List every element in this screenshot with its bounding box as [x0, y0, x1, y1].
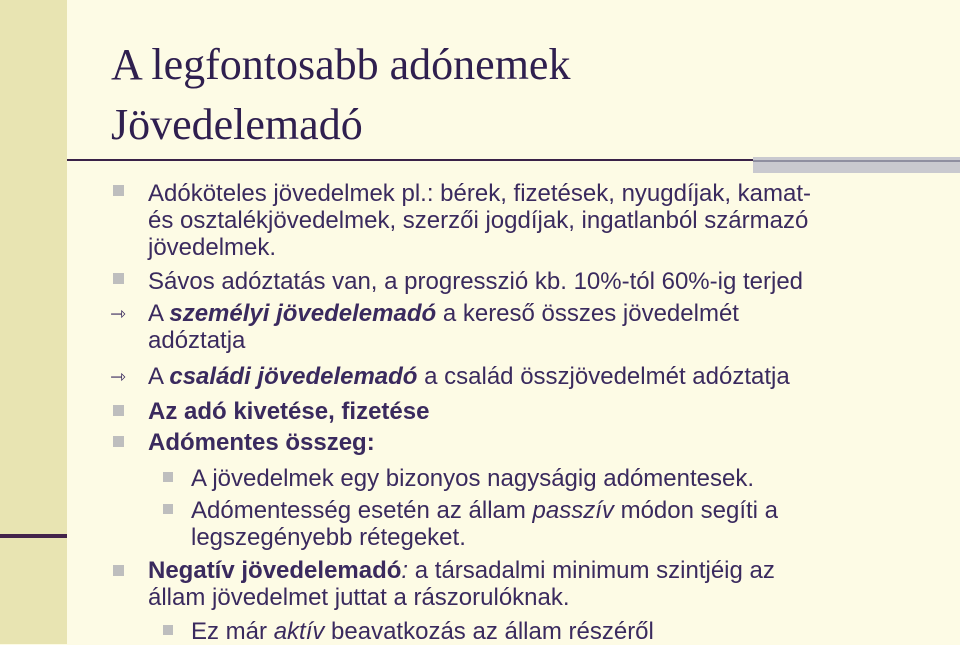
- emphasis-term: személyi jövedelemadó: [169, 300, 437, 327]
- text-line: Adóköteles jövedelmek pl.: bérek, fizetések, nyugdíjak, kamat-: [148, 180, 811, 207]
- slide-title: A legfontosabb adónemek: [111, 40, 571, 89]
- text-span: A: [148, 300, 170, 327]
- square-bullet-icon: [113, 185, 124, 196]
- bold-term: Negatív jövedelemadó: [148, 557, 402, 584]
- emphasis-term: családi jövedelemadó: [169, 363, 418, 390]
- text-line: jövedelmek.: [148, 234, 277, 261]
- square-bullet-icon: [163, 625, 173, 635]
- text-span: beavatkozás az állam részéről: [324, 618, 654, 645]
- text-span: módon segíti a: [613, 497, 779, 524]
- subbullet-tax-free-limit: A jövedelmek egy bizonyos nagyságig adómentesek.: [191, 465, 755, 492]
- square-bullet-icon: [113, 405, 124, 416]
- square-bullet-icon: [163, 504, 173, 514]
- text-line: és osztalékjövedelmek, szerzői jogdíjak, ingatlanból származó: [148, 207, 809, 234]
- text-span: :: [401, 557, 409, 584]
- bullet-personal-income-tax: [148, 300, 739, 354]
- square-bullet-icon: [113, 565, 124, 576]
- subbullet-active: [191, 618, 654, 645]
- side-band: [0, 0, 67, 644]
- subbullet-passive: [191, 497, 778, 551]
- bullet-assessment: Az adó kivetése, fizetése: [148, 398, 430, 425]
- emphasis-term: passzív: [532, 497, 614, 524]
- emphasis-term: aktív: [273, 618, 325, 645]
- slide-subtitle: Jövedelemadó: [111, 100, 363, 149]
- text-line: [148, 300, 739, 327]
- square-bullet-icon: [113, 273, 124, 284]
- text-line: adóztatja: [148, 327, 246, 354]
- bullet-negative-income-tax: [148, 557, 775, 611]
- bullet-taxable-income: [148, 180, 811, 261]
- text-span: A: [148, 363, 170, 390]
- text-line: [148, 557, 775, 584]
- bullet-progressive: Sávos adóztatás van, a progresszió kb. 10%-tól 60%-ig terjed: [148, 268, 804, 295]
- bullet-tax-free: Adómentes összeg:: [148, 429, 375, 456]
- bullet-family-income-tax: [148, 363, 790, 390]
- text-span: a kereső összes jövedelmét: [436, 300, 739, 327]
- text-span: Ez már: [191, 618, 274, 645]
- square-bullet-icon: [163, 472, 173, 482]
- text-span: a társadalmi minimum szintjéig az: [408, 557, 775, 584]
- arrow-right-icon: ⇾: [110, 367, 126, 388]
- arrow-right-icon: ⇾: [110, 304, 126, 325]
- text-line: legszegényebb rétegeket.: [191, 524, 466, 551]
- text-line: [191, 497, 778, 524]
- text-line: állam jövedelmet juttat a rászorulóknak.: [148, 584, 570, 611]
- corner-stripe: [753, 160, 960, 162]
- text-span: a család összjövedelmét adóztatja: [417, 363, 790, 390]
- side-rule: [0, 534, 67, 538]
- square-bullet-icon: [113, 436, 124, 447]
- text-span: Adómentesség esetén az állam: [191, 497, 533, 524]
